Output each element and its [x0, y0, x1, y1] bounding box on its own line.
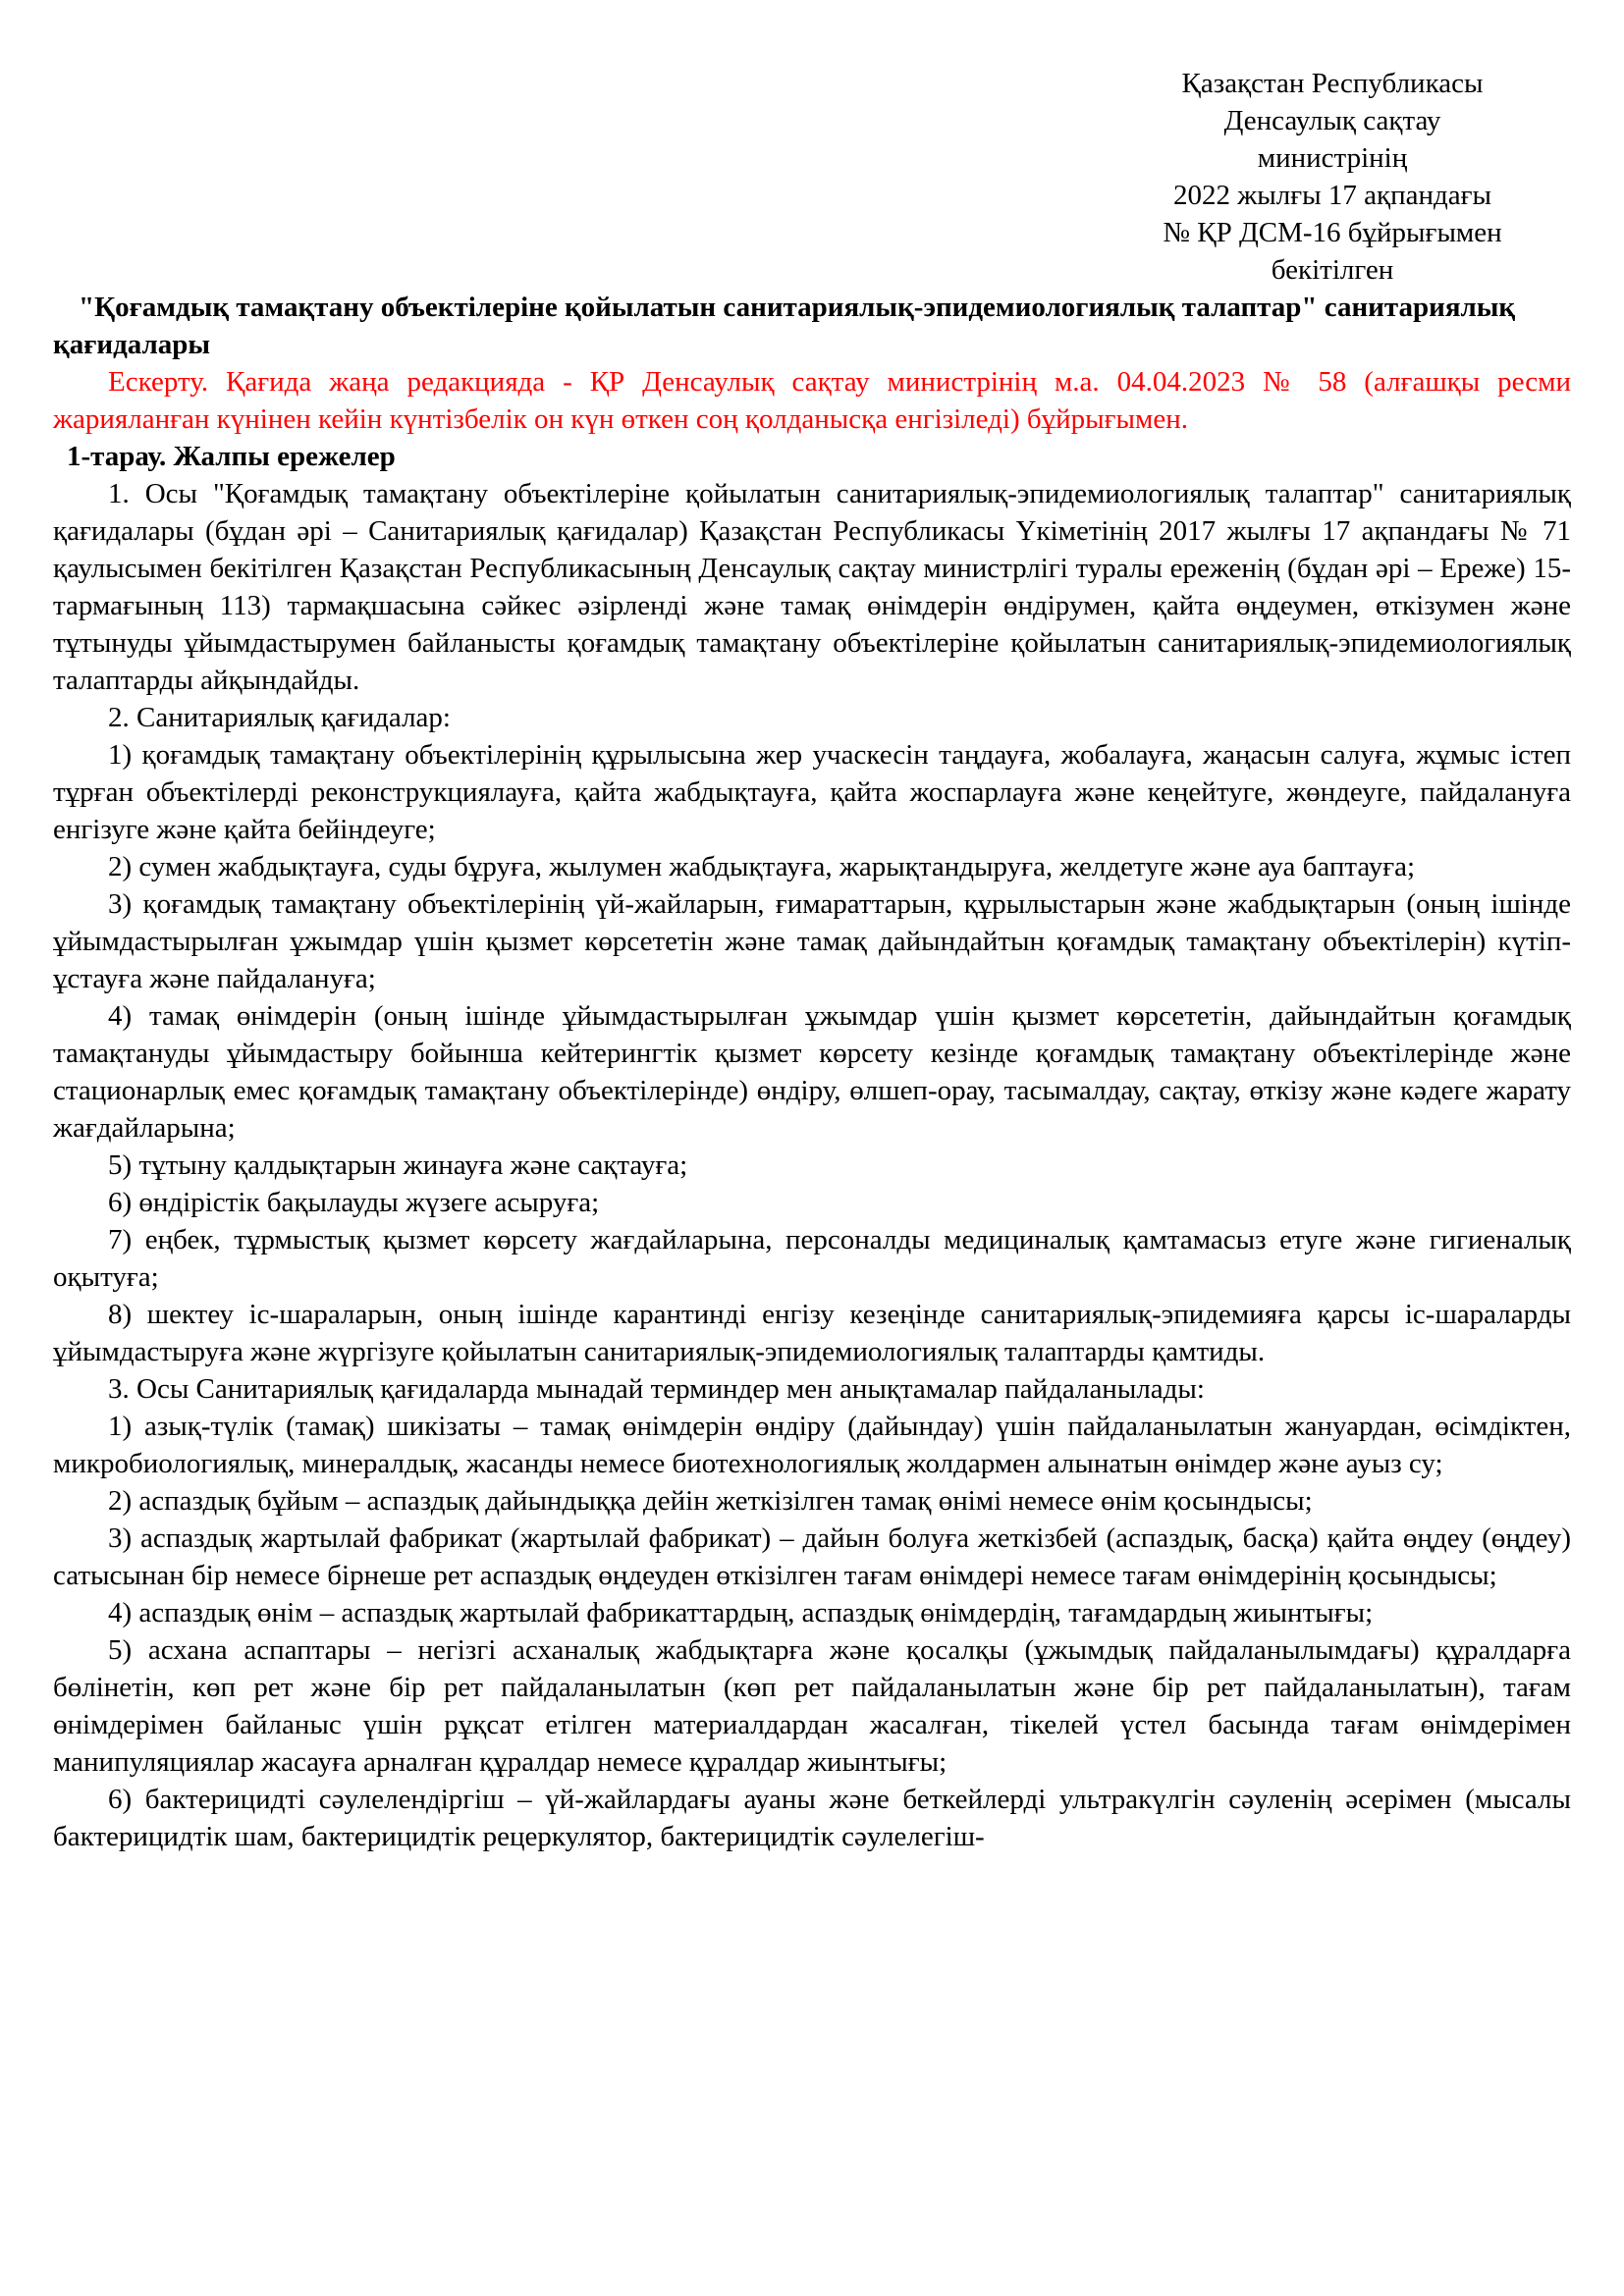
body-paragraph: 2) сумен жабдықтауға, суды бұруға, жылумен жабдықтауға, жарықтандыруға, желдетуге және ауа баптауға;	[108, 851, 1416, 882]
chapter-heading: 1-тарау. Жалпы ережелер	[67, 441, 396, 472]
body-paragraph: 4) тамақ өнімдерін (оның ішінде ұйымдастырылған ұжымдар үшін қызмет көрсететін, дайындайтын қоғамдық тамақтануды ұйымдастыру бойынша кейтерингтік қызмет көрсету кезінде қоғамдық тамақтану объектілерінде және стационарлық емес қоғамдық тамақтану объектілерінде) өндіру, өлшеп-орау, тасымалдау, сақтау, өткізу және кәдеге жарату жағдайларына;	[53, 1000, 1571, 1144]
document-title: "Қоғамдық тамақтану объектілеріне қойылатын санитариялық-эпидемиологиялық талаптар" санитариялық қағидалары	[53, 292, 1516, 360]
body-paragraph: 6) бактерицидті сәулелендіргіш – үй-жайлардағы ауаны және беткейлерді ультракүлгін сәуленің әсерімен (мысалы бактерицидтік шам, бактерицидтік рецеркулятор, бактерицидтік сәулелегіш-	[53, 1784, 1571, 1852]
body-paragraph: 4) аспаздық өнім – аспаздық жартылай фабрикаттардың, аспаздық өнімдердің, тағамдардың жиынтығы;	[108, 1597, 1374, 1629]
approval-stamp-line: Денсаулық сақтау	[1223, 105, 1441, 136]
body-paragraph: 5) тұтыну қалдықтарын жинауға және сақтауға;	[108, 1149, 688, 1181]
approval-stamp-line: № ҚР ДСМ-16 бұйрығымен	[1163, 217, 1502, 248]
body-paragraph: 3. Осы Санитариялық қағидаларда мынадай терминдер мен анықтамалар пайдаланылады:	[108, 1373, 1205, 1405]
approval-stamp-line: Қазақстан Республикасы	[1181, 68, 1484, 99]
body-paragraph: 3) аспаздық жартылай фабрикат (жартылай фабрикат) – дайын болуға жеткізбей (аспаздық, басқа) қайта өңдеу (өңдеу) сатысынан бір немесе бірнеше рет аспаздық өңдеуден өткізілген тағам өнімдері немесе тағам өнімдерінің қосындысы;	[53, 1522, 1571, 1591]
body-paragraph: 8) шектеу іс-шараларын, оның ішінде карантинді енгізу кезеңінде санитариялық-эпидемияға қарсы іс-шараларды ұйымдастыруға және жүргізуге қойылатын санитариялық-эпидемиологиялық талаптарды қамтиды.	[53, 1299, 1571, 1367]
body-paragraph: 1. Осы "Қоғамдық тамақтану объектілеріне қойылатын санитариялық-эпидемиологиялық талаптар" санитариялық қағидалары (бұдан әрі – Санитариялық қағидалар) Қазақстан Республикасы Үкіметінің 2017 жылғы 17 ақпандағы № 71 қаулысымен бекітілген Қазақстан Республикасының Денсаулық сақтау министрлігі туралы ереженің (бұдан әрі – Ереже) 15-тармағының 113) тармақшасына сәйкес әзірленді және тамақ өнімдерін өндірумен, қайта өңдеумен, өткізумен және тұтынуды ұйымдастырумен байланысты қоғамдық тамақтану объектілеріне қойылатын санитариялық-эпидемиологиялық талаптарды айқындайды.	[53, 478, 1571, 696]
body-paragraph: 2. Санитариялық қағидалар:	[108, 702, 451, 733]
approval-stamp-line: бекітілген	[1271, 254, 1394, 286]
body-paragraph: 6) өндірістік бақылауды жүзеге асыруға;	[108, 1187, 600, 1218]
body-paragraph: 1) қоғамдық тамақтану объектілерінің құрылысына жер учаскесін таңдауға, жобалауға, жаңасын салуға, жұмыс істеп тұрған объектілерді реконструкциялауға, қайта жабдықтауға, қайта жоспарлауға және кеңейтуге, жөндеуге, пайдалануға енгізуге және қайта бейіндеуге;	[53, 739, 1571, 845]
approval-stamp-line: 2022 жылғы 17 ақпандағы	[1173, 180, 1491, 211]
amendment-note: Ескерту. Қағида жаңа редакцияда - ҚР Денсаулық сақтау министрінің м.а. 04.04.2023 № 58 (алғашқы ресми жарияланған күнінен кейін күнтізбелік он күн өткен соң қолданысқа енгізіледі) бұйрығымен.	[53, 366, 1571, 435]
body-paragraph: 7) еңбек, тұрмыстық қызмет көрсету жағдайларына, персоналды медициналық қамтамасыз етуге және гигиеналық оқытуға;	[53, 1224, 1571, 1293]
body-paragraph: 2) аспаздық бұйым – аспаздық дайындыққа дейін жеткізілген тамақ өнімі немесе өнім қосындысы;	[108, 1485, 1313, 1517]
body-paragraph: 3) қоғамдық тамақтану объектілерінің үй-жайларын, ғимараттарын, құрылыстарын және жабдықтарын (оның ішінде ұйымдастырылған ұжымдар үшін қызмет көрсететін және тамақ дайындайтын қоғамдық тамақтану объектілерін) күтіп-ұстауға және пайдалануға;	[53, 888, 1571, 994]
body-paragraph: 1) азық-түлік (тамақ) шикізаты – тамақ өнімдерін өндіру (дайындау) үшін пайдаланылатын жануардан, өсімдіктен, микробиологиялық, минералдық, жасанды немесе биотехнологиялық жолдармен алынатын өнімдер және ауыз су;	[53, 1411, 1571, 1479]
approval-stamp	[1102, 65, 1563, 289]
body-paragraph: 5) асхана аспаптары – негізгі асханалық жабдықтарға және қосалқы (ұжымдық пайдаланылымдағы) құралдарға бөлінетін, көп рет және бір рет пайдаланылатын (көп рет пайдаланылатын және бір рет пайдаланылатын), тағам өнімдерімен байланыс үшін рұқсат етілген материалдардан жасалған, тікелей үстел басында тағам өнімдерімен манипуляциялар жасауға арналған құралдар немесе құралдар жиынтығы;	[53, 1634, 1571, 1778]
approval-stamp-line: министрінің	[1257, 142, 1408, 174]
